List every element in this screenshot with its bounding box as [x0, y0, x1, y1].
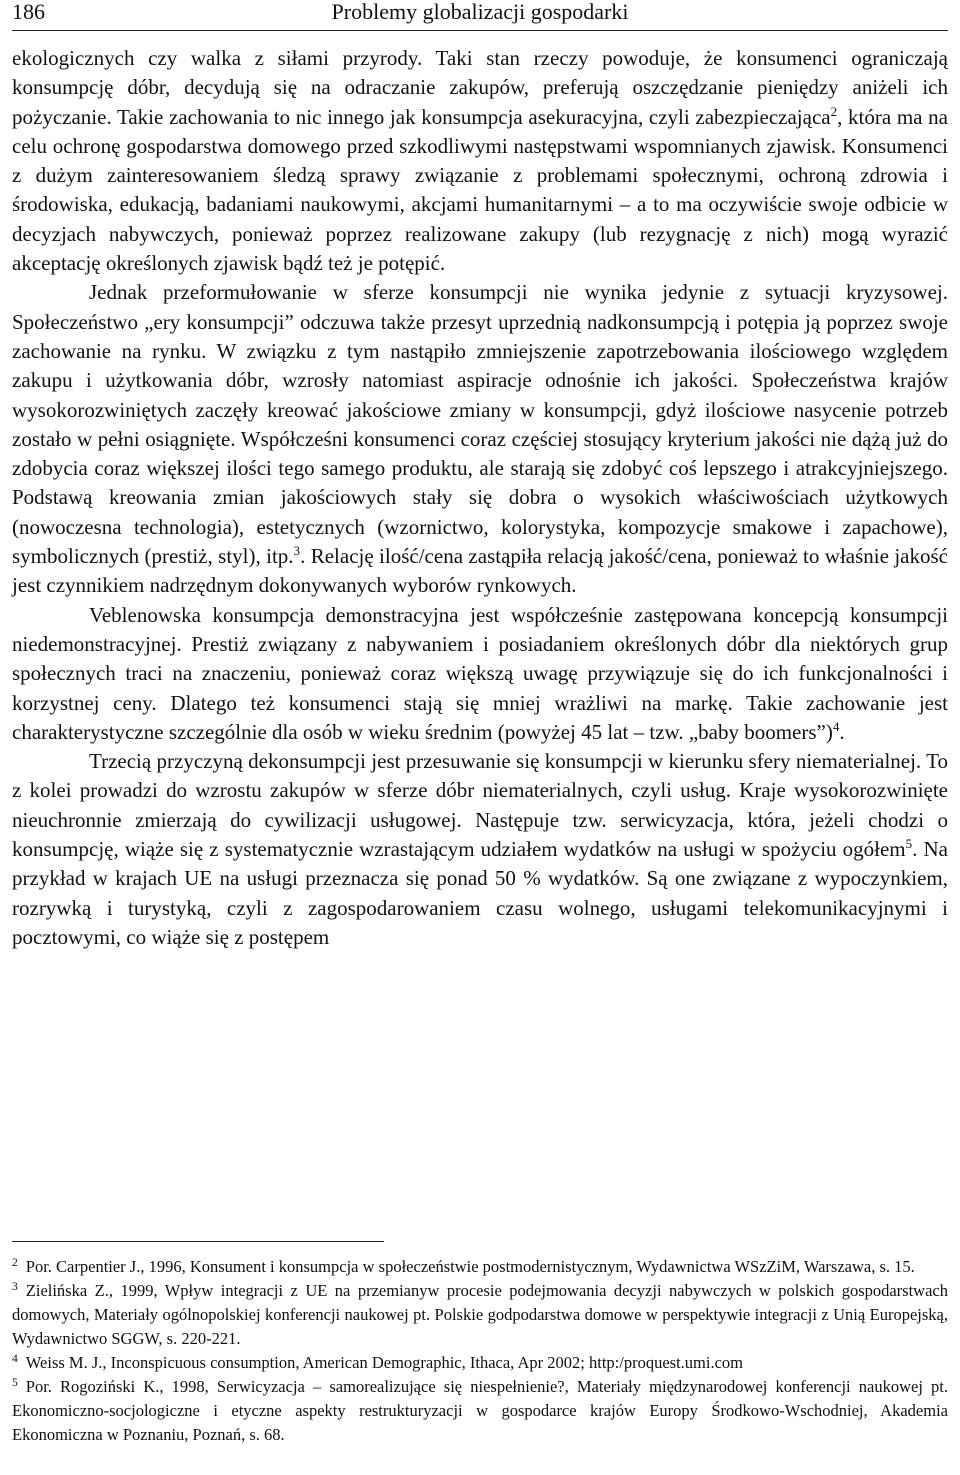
footnote-text: Zielińska Z., 1999, Wpływ integracji z UE na przemianyw procesie podejmowania decyzji nabywczych w polskich gospodarstwach domowych, Materiały ogólnopolskiej konferencji naukowej pt. Polskie godpodarstwa domowe w perspektywie integracji z Unią Europejską, Wydawnictwo SGGW, s. 220-221.	[12, 1281, 948, 1348]
footnote-number: 2	[12, 1256, 18, 1269]
footnote	[12, 1375, 948, 1447]
footnote-text: Por. Carpentier J., 1996, Konsument i konsumpcja w społeczeństwie postmodernistycznym, Wydawnictwa WSzZiM, Warszawa, s. 15.	[25, 1257, 915, 1276]
paragraph-text: ekologicznych czy walka z siłami przyrody. Taki stan rzeczy powoduje, że konsumenci ograniczają konsumpcję dóbr, decydują się na odraczanie zakupów, preferują oszczędzanie pieniędzy aniżeli ich pożyczanie. Takie zachowania to nic innego jak konsumpcja asekuracyjna, czyli zabezpieczająca	[12, 46, 948, 129]
paragraph-text: . Na przykład w krajach UE na usługi przeznacza się ponad 50 % wydatków. Są one związane z wypoczynkiem, rozrywką i turystyką, czyli z zagospodarowaniem czasu wolnego, usługami telekomunikacyjnymi i pocztowymi, co wiąże się z postępem	[12, 837, 948, 949]
footnote-number: 3	[12, 1280, 18, 1293]
footnote-number: 4	[12, 1352, 18, 1365]
paragraph-text: . Relację ilość/cena zastąpiła relacją jakość/cena, ponieważ to właśnie jakość jest czynnikiem nadrzędnym dokonywanych wyborów rynkowych.	[12, 544, 948, 598]
paragraph	[12, 601, 948, 747]
paragraph	[12, 44, 948, 278]
footnote-ref: 3	[293, 543, 301, 559]
footnote	[12, 1255, 948, 1279]
paragraph-text: Veblenowska konsumpcja demonstracyjna jest współcześnie zastępowana koncepcją konsumpcji niedemonstracyjnej. Prestiż związany z nabywaniem i posiadaniem określonych dóbr dla niektórych grup społecznych traci na znaczeniu, ponieważ coraz większą uwagę przywiązuje się do ich funkcjonalności i korzystnej ceny. Dlatego też konsumenci stają się mniej wrażliwi na markę. Takie zachowanie jest charakterystyczne szczególnie dla osób w wieku średnim (powyżej 45 lat – tzw. „baby boomers”)	[12, 602, 948, 744]
page-header	[12, 0, 948, 31]
footnote-ref: 4	[832, 718, 840, 734]
paragraph-text: Trzecią przyczyną dekonsumpcji jest przesuwanie się konsumpcji w kierunku sfery niematerialnej. To z kolei prowadzi do wzrostu zakupów w sferze dóbr niematerialnych, czyli usług. Kraje wysokorozwinięte nieuchronnie zmierzają do cywilizacji usługowej. Następuje tzw. serwicyzacja, która, jeżeli chodzi o konsumpcję, wiąże się z systematycznie wzrastającym udziałem wydatków na usługi w spożyciu ogółem	[12, 749, 948, 862]
paragraph-text: Jednak przeformułowanie w sferze konsumpcji nie wynika jedynie z sytuacji kryzysowej. Społeczeństwo „ery konsumpcji” odczuwa także przesyt uprzednią nadkonsumpcją i potępia ją poprzez swoje zachowanie na rynku. W związku z tym nastąpiło zmniejszenie zapotrzebowania ilościowego względem zakupu i użytkowania dóbr, wzrosły natomiast aspiracje odnośnie ich jakości. Społeczeństwa krajów wysokorozwiniętych zaczęły kreować jakościowe zmiany w konsumpcji, gdyż ilościowe nasycenie potrzeb zostało w pełni osiągnięte. Współcześni konsumenci coraz częściej stosujący kryterium jakości nie dążą już do zdobycia coraz większej ilości tego samego produktu, ale starają się zdobyć coś lepszego i atrakcyjniejszego. Podstawą kreowania zmian jakościowych stały się dobra o wysokich właściwościach użytkowych (nowoczesna technologia), estetycznych (wzornictwo, kolorystyka, kompozycje smakowe i zapachowe), symbolicznych (prestiż, styl), itp.	[12, 280, 948, 569]
paragraph	[12, 278, 948, 600]
paragraph-text: .	[839, 719, 845, 744]
footnote-number: 5	[12, 1376, 18, 1389]
footnote-ref: 5	[905, 836, 913, 852]
paragraph	[12, 747, 948, 952]
footnotes	[12, 1255, 948, 1447]
footnote-separator	[12, 1241, 384, 1242]
running-title: Problemy globalizacji gospodarki	[331, 0, 629, 24]
footnote	[12, 1351, 948, 1375]
paragraph-text: , która ma na celu ochronę gospodarstwa domowego przed szkodliwymi następstwami wspomnianych zjawisk. Konsumenci z dużym zainteresowaniem śledzą sprawy związanie z problemami społecznymi, ochroną zdrowia i środowiska, edukacją, badaniami naukowymi, akcjami humanitarnymi – a to ma oczywiście swoje odbicie w decyzjach nabywczych, ponieważ poprzez realizowane zakupy (lub rezygnację z nich) mogą wyrazić akceptację określonych zjawisk bądź też je potępić.	[12, 104, 948, 276]
footnote-ref: 2	[830, 103, 838, 119]
footnote-text: Por. Rogoziński K., 1998, Serwicyzacja – samorealizujące się niespełnienie?, Materiały międzynarodowej konferencji naukowej pt. Ekonomiczno-socjologiczne i etyczne aspekty restrukturyzacji w gospodarce krajów Europy Środkowo-Wschodniej, Akademia Ekonomiczna w Poznaniu, Poznań, s. 68.	[12, 1377, 948, 1444]
body-text	[12, 44, 948, 952]
footnote-text: Weiss M. J., Inconspicuous consumption, American Demographic, Ithaca, Apr 2002; http:/proquest.umi.com	[25, 1353, 743, 1372]
page-number: 186	[12, 0, 45, 24]
footnote	[12, 1279, 948, 1351]
